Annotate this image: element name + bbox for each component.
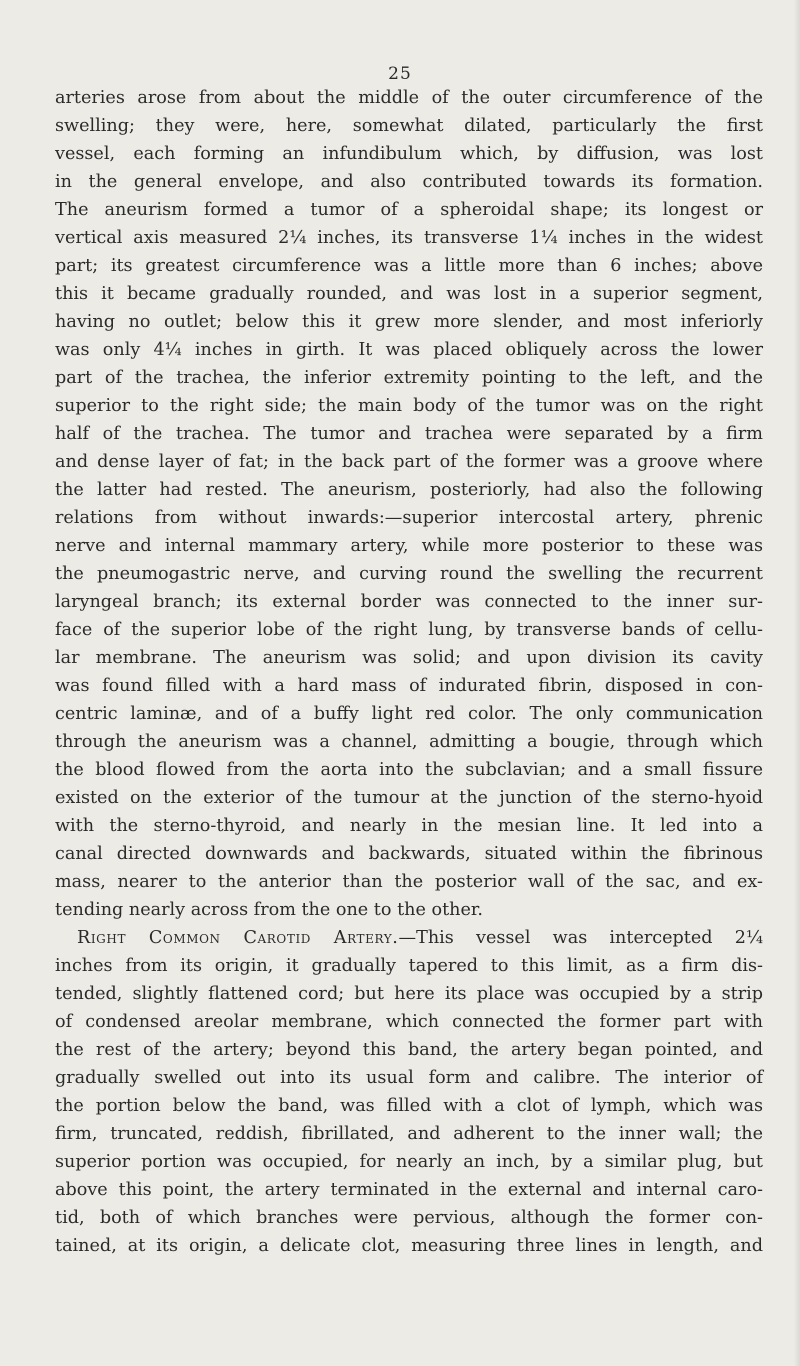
text-line: through the aneurism was a channel, admitting a bougie, through which	[55, 732, 763, 752]
text-line: was only 4¼ inches in girth. It was placed obliquely across the lower	[55, 340, 763, 360]
text-line: lar membrane. The aneurism was solid; and upon division its cavity	[55, 648, 763, 668]
text-line: the blood flowed from the aorta into the subclavian; and a small fissure	[55, 760, 763, 780]
text-line: superior to the right side; the main body of the tumor was on the right	[55, 396, 763, 416]
text-line: firm, truncated, reddish, fibrillated, and adherent to the inner wall; the	[55, 1124, 763, 1144]
text-line: existed on the exterior of the tumour at the junction of the sterno-hyoid	[55, 788, 763, 808]
text-line: tained, at its origin, a delicate clot, measuring three lines in length, and	[55, 1236, 763, 1256]
text-line: with the sterno-thyroid, and nearly in the mesian line. It led into a	[55, 816, 763, 836]
text-line: of condensed areolar membrane, which connected the former part with	[55, 1012, 763, 1032]
text-line: and dense layer of fat; in the back part of the former was a groove where	[55, 452, 763, 472]
text-line: nerve and internal mammary artery, while more posterior to these was	[55, 536, 763, 556]
page-edge-shadow	[794, 0, 800, 1366]
text-line: centric laminæ, and of a buffy light red color. The only communication	[55, 704, 763, 724]
text-line: arteries arose from about the middle of the outer circumference of the	[55, 88, 763, 108]
text-line: vertical axis measured 2¼ inches, its transverse 1¼ inches in the widest	[55, 228, 763, 248]
page-number: 25	[388, 64, 412, 84]
paragraph-right-common-carotid	[55, 924, 763, 1260]
text-line: half of the trachea. The tumor and trachea were separated by a firm	[55, 424, 763, 444]
text-line: in the general envelope, and also contributed towards its formation.	[55, 172, 763, 192]
text-line: tid, both of which branches were pervious, although the former con-	[55, 1208, 763, 1228]
section-first-line: —This vessel was intercepted 2¼	[398, 928, 763, 948]
text-line: tended, slightly flattened cord; but here its place was occupied by a strip	[55, 984, 763, 1004]
text-line: the latter had rested. The aneurism, posteriorly, had also the following	[55, 480, 763, 500]
text-line: the pneumogastric nerve, and curving round the swelling the recurrent	[55, 564, 763, 584]
section-heading: Right Common Carotid Artery.	[77, 928, 399, 948]
text-line: this it became gradually rounded, and was lost in a superior segment,	[55, 284, 763, 304]
paragraph-aneurism	[55, 84, 763, 924]
text-line: laryngeal branch; its external border was connected to the inner sur-	[55, 592, 763, 612]
text-line: inches from its origin, it gradually tapered to this limit, as a firm dis-	[55, 956, 763, 976]
text-line: superior portion was occupied, for nearly an inch, by a similar plug, but	[55, 1152, 763, 1172]
text-line: was found filled with a hard mass of indurated fibrin, disposed in con-	[55, 676, 763, 696]
text-line: the rest of the artery; beyond this band, the artery began pointed, and	[55, 1040, 763, 1060]
text-line: part; its greatest circumference was a little more than 6 inches; above	[55, 256, 763, 276]
text-line: part of the trachea, the inferior extremity pointing to the left, and the	[55, 368, 763, 388]
text-line: canal directed downwards and backwards, situated within the fibrinous	[55, 844, 763, 864]
text-line: mass, nearer to the anterior than the posterior wall of the sac, and ex-	[55, 872, 763, 892]
page-body	[55, 84, 763, 1260]
text-line: the portion below the band, was filled with a clot of lymph, which was	[55, 1096, 763, 1116]
text-line: having no outlet; below this it grew more slender, and most inferiorly	[55, 312, 763, 332]
text-line: gradually swelled out into its usual form and calibre. The interior of	[55, 1068, 763, 1088]
text-line	[55, 924, 763, 952]
text-line: relations from without inwards:—superior intercostal artery, phrenic	[55, 508, 763, 528]
text-line: above this point, the artery terminated in the external and internal caro-	[55, 1180, 763, 1200]
text-line: The aneurism formed a tumor of a spheroidal shape; its longest or	[55, 200, 763, 220]
text-line: swelling; they were, here, somewhat dilated, particularly the first	[55, 116, 763, 136]
text-line: vessel, each forming an infundibulum which, by diffusion, was lost	[55, 144, 763, 164]
text-line: tending nearly across from the one to the other.	[55, 900, 483, 920]
text-line: face of the superior lobe of the right lung, by transverse bands of cellu-	[55, 620, 763, 640]
